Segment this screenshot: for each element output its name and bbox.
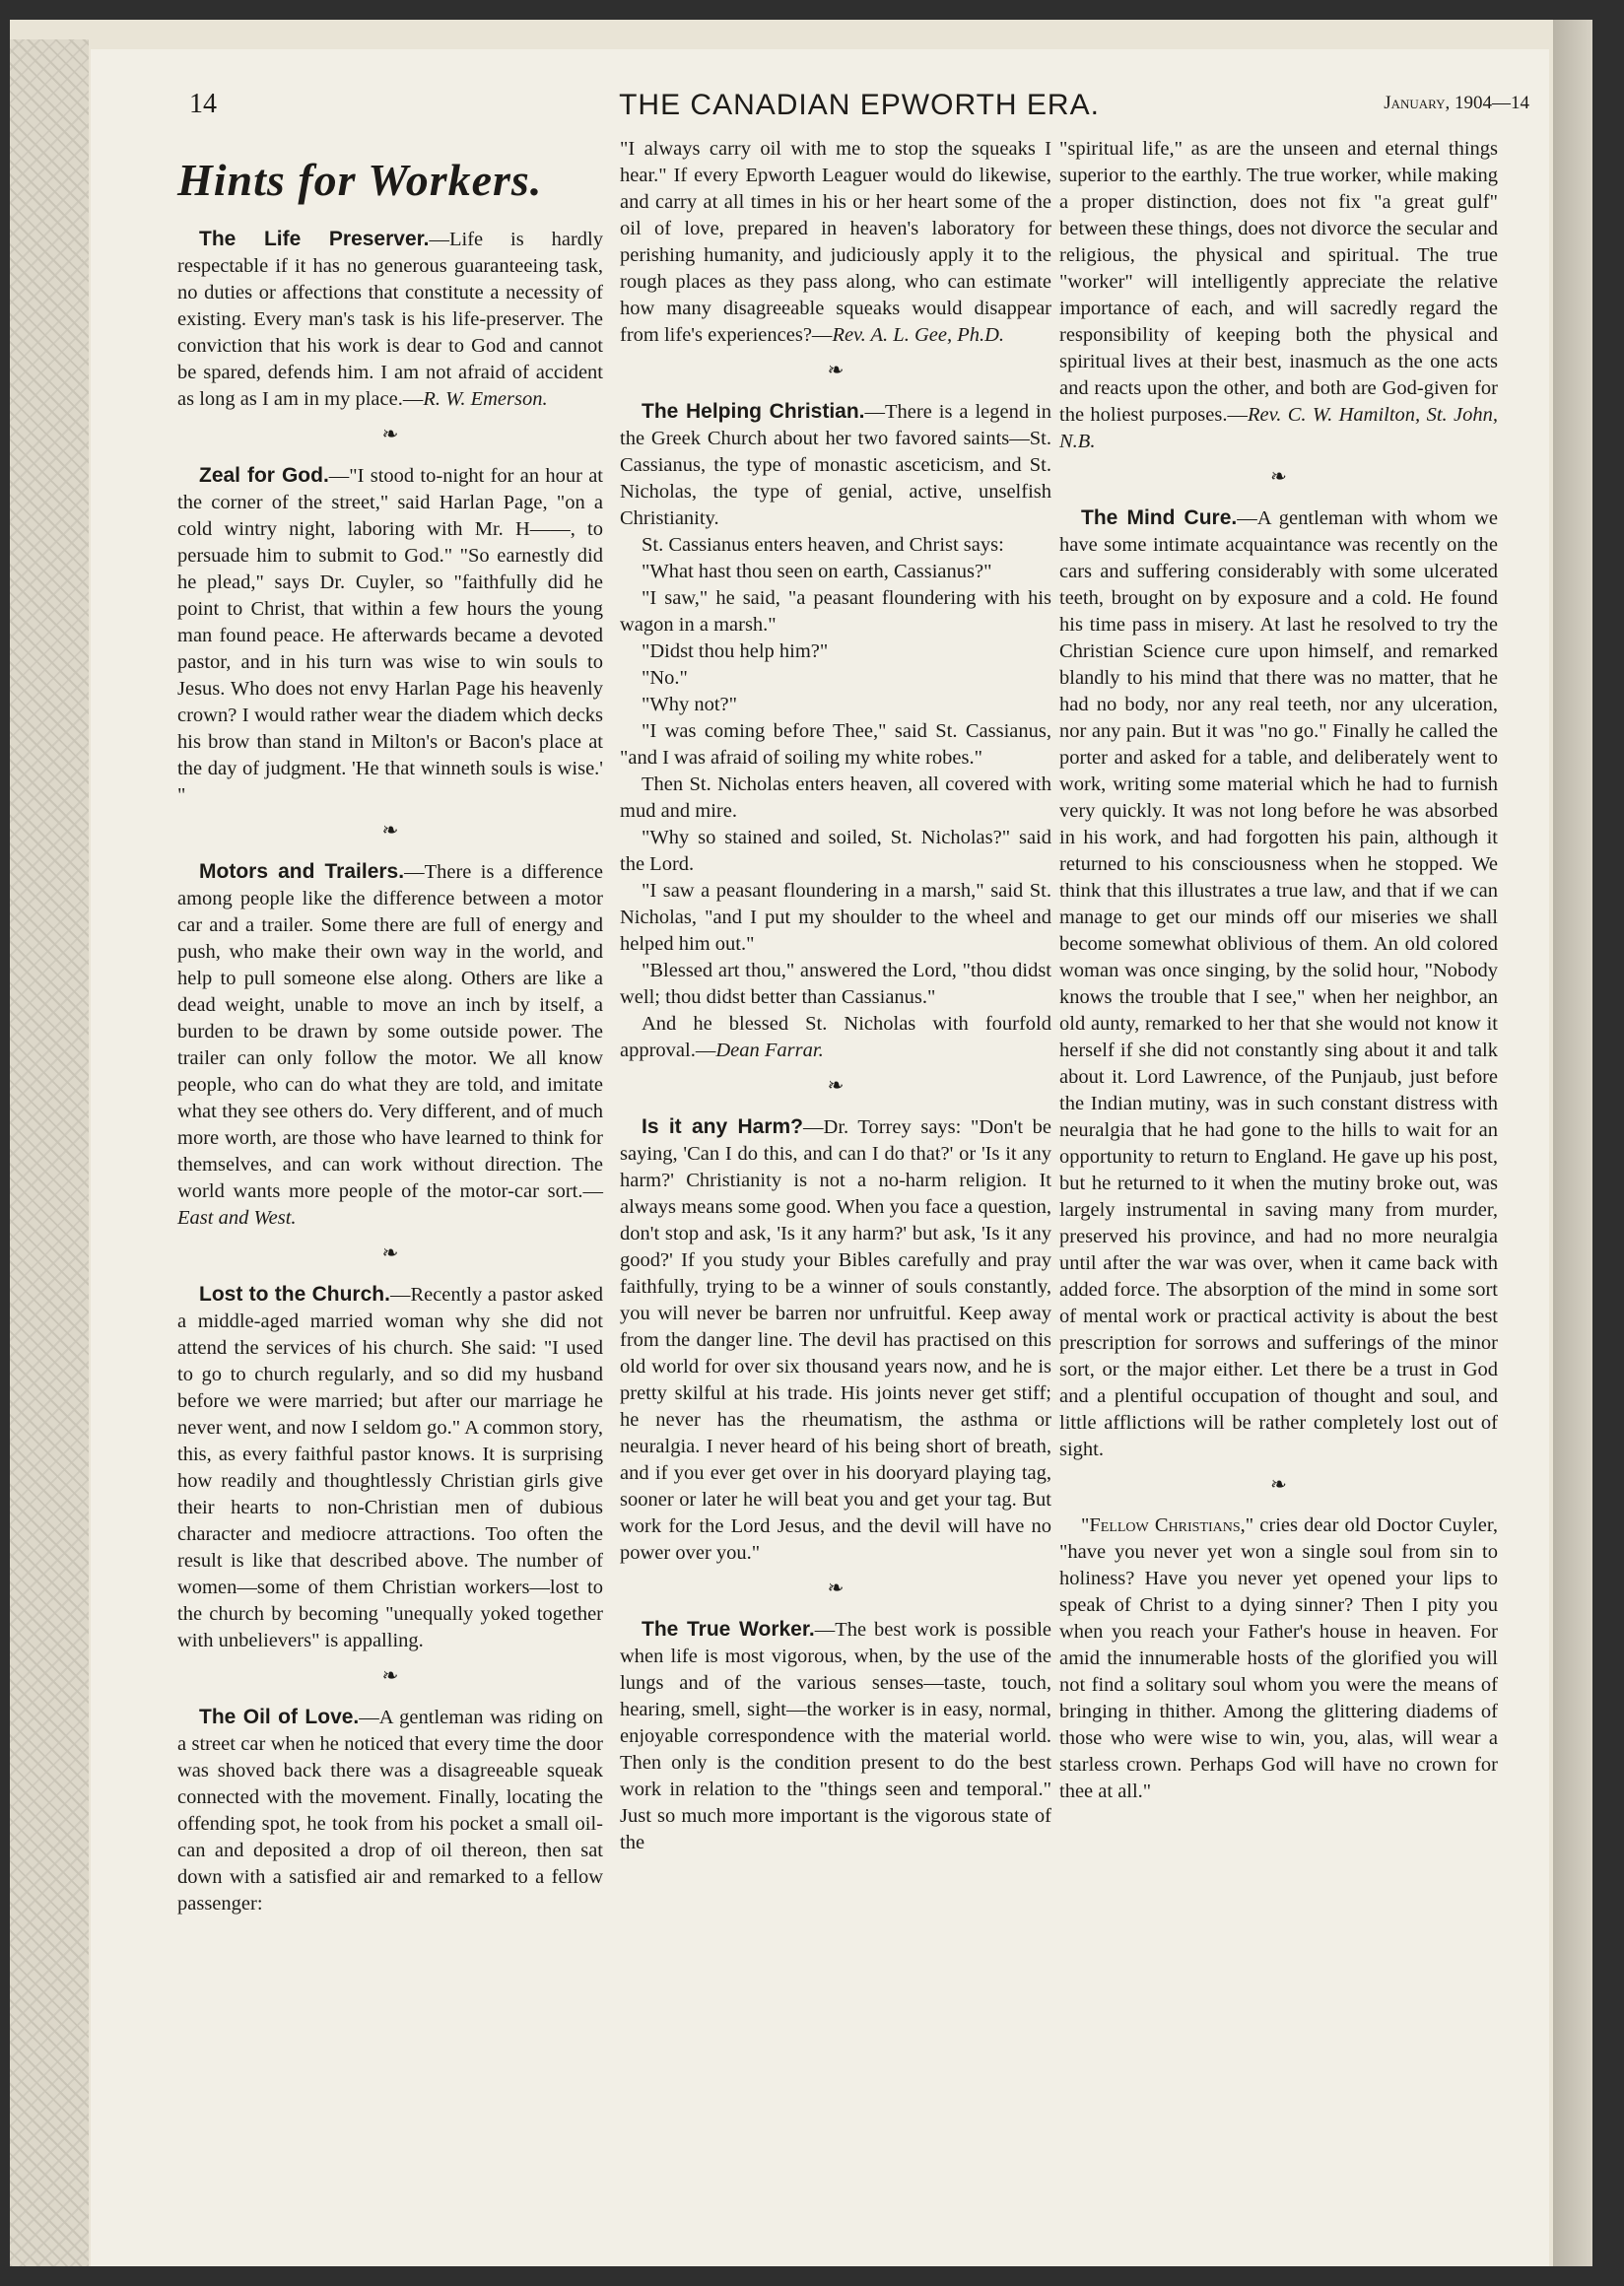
newspaper-page — [91, 49, 1549, 2266]
article-title: Lost to the Church. — [199, 1283, 390, 1306]
article-body: —There is a difference among people like the difference between a motor car and a trailer. Some there are full of energy and push, who make their own way in the world, and help to pull someone else along. Others are like a dead weight, unable to move an inch by itself, a burden to be drawn by some outside power. The trailer can only follow the motor. We all know people, who can do what they are told, and imitate what they see others do. Very different, and of much more worth, are those who have learned to think for themselves, and can work without direction. The world wants more people of the motor-car sort.— — [177, 861, 603, 1202]
journal-title: THE CANADIAN EPWORTH ERA. — [619, 89, 1100, 121]
paragraph: "I was coming before Thee," said St. Cassianus, "and I was afraid of soiling my white robes." — [620, 720, 1051, 769]
article-lost-to-the-church — [177, 1281, 603, 1654]
article-mind-cure — [1059, 504, 1498, 1463]
article-lead-paragraph — [620, 398, 1051, 532]
separator-ornament: ❧ — [1270, 464, 1287, 488]
article-body: —The best work is possible when life is most vigorous, when, by the use of the lungs and of the various senses—taste, touch, hearing, smell, sight—the worker is in easy, normal, enjoyable correspondence with the material world. Then only is the condition present to do the best work in relation to the "things seen and temporal." Just so much more important is the vigorous state of the — [620, 1619, 1051, 1853]
column-3 — [1059, 136, 1498, 1805]
paragraph: "Blessed art thou," answered the Lord, "thou didst well; thou didst better than Cassianus." — [620, 960, 1051, 1008]
paragraph: "No." — [642, 667, 688, 689]
article-body: —Life is hardly respectable if it has no generous guaranteeing task, no duties or affections that constitute a necessity of existing. Every man's task is his life-preserver. The conviction that his work is dear to God and cannot be spared, defends him. I am not afraid of accident as long as I am in my place.— — [177, 229, 603, 410]
article-body: —A gentleman with whom we have some intimate acquaintance was recently on the cars and suffering considerably with some ulcerated teeth, brought on by exposure and a cold. He found his time pass in misery. At last he resolved to try the Christian Science cure upon himself, and remarked blandly to his mind that there was no matter, that he had no body, nor any real teeth, nor any ulceration, nor any pain. But it was "no go." Finally he called the porter and asked for a table, and deliberately went to work, writing some material which he had to furnish very quickly. It was not long before he was absorbed in his work, and had forgotten his pain, although it returned to his consciousness when he stopped. We think that this illustrates a true law, and that if we can manage to get our minds off our miseries we shall become somewhat oblivious of them. An old colored woman was once singing, by the solid hour, "Nobody knows the trouble that I see," when her neighbor, an old aunty, remarked to her that she would not know it herself if she did not constantly sing about it and talk about it. Lord Lawrence, of the Punjaub, just before the Indian mutiny, was in such constant distress with neuralgia that he had gone to the hills to wait for an opportunity to return to England. He gave up his post, but he returned to it when the mutiny broke out, was largely instrumental in saving many from murder, preserved his province, and had no more neuralgia until after the war was over, when it came back with added force. The absorption of the mind in some sort of mental work or practical activity is about the best prescription for sorrows and sufferings of the minor sort, or the major either. Let there be a trust in God and a plentiful occupation of thought and soul, and little afflictions will be rather completely lost out of sight. — [1059, 507, 1499, 1460]
page-edge — [1553, 20, 1592, 2266]
article-motors-and-trailers — [177, 858, 603, 1232]
article-helping-christian — [620, 398, 1051, 1064]
article-signature: Rev. A. L. Gee, Ph.D. — [832, 324, 1005, 346]
separator-ornament: ❧ — [827, 358, 845, 381]
separator-ornament: ❧ — [1270, 1472, 1287, 1496]
article-oil-of-love-continued — [620, 136, 1051, 349]
article-body: —A gentleman was riding on a street car when he noticed that every time the door was shoved back there was a disagreeable squeak connected with the movement. Finally, locating the offending spot, he took from his pocket a small oil-can and deposited a drop of oil thereon, then sat down with a satisfied air and remarked to a fellow passenger: — [177, 1707, 604, 1915]
issue-date: January, 1904—14 — [1384, 93, 1529, 113]
article-signature: Dean Farrar. — [715, 1040, 824, 1061]
decorative-border — [10, 39, 89, 2266]
article-oil-of-love — [177, 1704, 603, 1917]
article-title: Zeal for God. — [199, 464, 329, 487]
article-signature: R. W. Emerson. — [423, 388, 548, 410]
article-fellow-christians — [1059, 1513, 1498, 1805]
article-signature: East and West. — [177, 1207, 297, 1229]
article-body: "I always carry oil with me to stop the squeaks I hear." If every Epworth Leaguer would do likewise, and carry at all times in his or her heart some of the oil of love, prepared in heaven's laboratory for perishing humanity, and judiciously apply it to the rough places as they pass along, who can estimate how many disagreeable squeaks would disappear from life's experiences?— — [620, 138, 1051, 346]
article-is-it-any-harm — [620, 1113, 1051, 1567]
article-closing-paragraph — [620, 1011, 1051, 1064]
article-title: The True Worker. — [642, 1618, 815, 1641]
section-title: Hints for Workers. — [177, 155, 543, 205]
article-zeal-for-god — [177, 462, 603, 809]
paragraph: "Why not?" — [642, 694, 738, 715]
article-body: —Dr. Torrey says: "Don't be saying, 'Can I do this, and can I do that?' or 'Is it any harm?' Christianity is not a no-harm religion. It always means some good. When you face a question, don't stop and ask, 'Is it any harm?' but ask, 'Is it any good?' If you study your Bibles carefully and pray faithfully, trying to be a winner of souls constantly, you will never be barren nor unfruitful. Keep away from the danger line. The devil has practised on this old world for over six thousand years now, and he is pretty skilful at his trade. His joints never get stiff; he never has the rheumatism, the asthma or neuralgia. I never heard of his being short of breath, and if you ever get over in his dooryard playing tag, sooner or later he will beat you and get your tag. But work for the Lord Jesus, and the devil will have no power over you." — [620, 1116, 1051, 1564]
separator-ornament: ❧ — [381, 1663, 399, 1687]
article-body: "spiritual life," as are the unseen and eternal things superior to the earthly. The true worker, while making a proper distinction, does not fix "a great gulf" between these things, does not divorce the secular and religious, the physical and spiritual. The true "worker" will intelligently appreciate the relative importance of each, and will sacredly regard the responsibility of keeping both the physical and spiritual lives at their best, inasmuch as the one acts and reacts upon the other, and both are God-given for the holiest purposes.— — [1059, 138, 1498, 426]
article-title: The Mind Cure. — [1081, 506, 1238, 529]
article-title: The Life Preserver. — [199, 228, 430, 250]
paragraph: "What hast thou seen on earth, Cassianus?" — [642, 561, 992, 582]
separator-ornament: ❧ — [827, 1576, 845, 1599]
paragraph: "I saw," he said, "a peasant floundering with his wagon in a marsh." — [620, 587, 1051, 636]
paragraph: St. Cassianus enters heaven, and Christ says: — [642, 534, 1004, 556]
article-life-preserver — [177, 226, 603, 413]
running-head — [189, 89, 1529, 138]
paragraph: "I saw a peasant floundering in a marsh," said St. Nicholas, "and I put my shoulder to the wheel and helped him out." — [620, 880, 1051, 955]
separator-ornament: ❧ — [381, 422, 399, 445]
paragraph: Then St. Nicholas enters heaven, all covered with mud and mire. — [620, 773, 1051, 822]
page-number: 14 — [189, 89, 217, 119]
separator-ornament: ❧ — [827, 1073, 845, 1097]
article-title: The Oil of Love. — [199, 1706, 360, 1728]
article-body: —"I stood to-night for an hour at the corner of the street," said Harlan Page, "on a cold wintry night, laboring with Mr. H——, to persuade him to submit to God." "So earnestly did he plead," says Dr. Cuyler, so "faithfully did he point to Christ, that within a few hours the young man found peace. He afterwards became a devoted pastor, and in his turn was wise to win souls to Jesus. Who does not envy Harlan Page his heavenly crown? I would rather wear the diadem which decks his brow than stand in Milton's or Bacon's place at the day of judgment. 'He that winneth souls is wise.' " — [177, 465, 603, 806]
article-body: And he blessed St. Nicholas with fourfold approval.— — [620, 1013, 1051, 1061]
article-body: cries dear old Doctor Cuyler, "have you never yet won a single soul from sin to holiness? Have you never yet opened your lips to speak of Christ to a dying sinner? Then I pity you when you reach your Father's house in heaven. For amid the innumerable hosts of the glorified you will not find a solitary soul whom you were the means of bringing in thither. Among the glittering diadems of those who were wise to win, you, alas, will wear a starless crown. Perhaps God will have no crown for thee at all." — [1059, 1514, 1498, 1802]
article-signature: Rev. C. W. Hamilton, St. John, N.B. — [1059, 404, 1498, 452]
article-true-worker — [620, 1616, 1051, 1856]
column-2 — [620, 136, 1051, 1856]
article-title: Is it any Harm? — [642, 1115, 804, 1138]
article-title: Motors and Trailers. — [199, 860, 405, 883]
article-body: —There is a legend in the Greek Church about her two favored saints—St. Cassianus, the type of monastic asceticism, and St. Nicholas, the type of genial, active, unselfish Christianity. — [620, 401, 1051, 529]
article-true-worker-continued — [1059, 136, 1498, 455]
separator-ornament: ❧ — [381, 1241, 399, 1264]
separator-ornament: ❧ — [381, 818, 399, 841]
paragraph: "Didst thou help him?" — [642, 640, 829, 662]
article-title: The Helping Christian. — [642, 400, 865, 423]
article-body: —Recently a pastor asked a middle-aged married woman why she did not attend the services of his church. She said: "I used to go to church regularly, and so did my husband before we were married; but after our marriage he never went, and now I seldom go." A common story, this, as every faithful pastor knows. It is surprising how readily and thoughtlessly Christian girls give their hearts to non-Christian men of dubious character and mediocre attractions. Too often the result is like that described above. The number of women—some of them Christian workers—lost to the church by becoming "unequally yoked together with unbelievers" is appalling. — [177, 1284, 603, 1651]
column-1 — [177, 153, 603, 1917]
article-lead: "Fellow Christians," — [1081, 1514, 1254, 1536]
paragraph: "Why so stained and soiled, St. Nicholas?" said the Lord. — [620, 827, 1051, 875]
